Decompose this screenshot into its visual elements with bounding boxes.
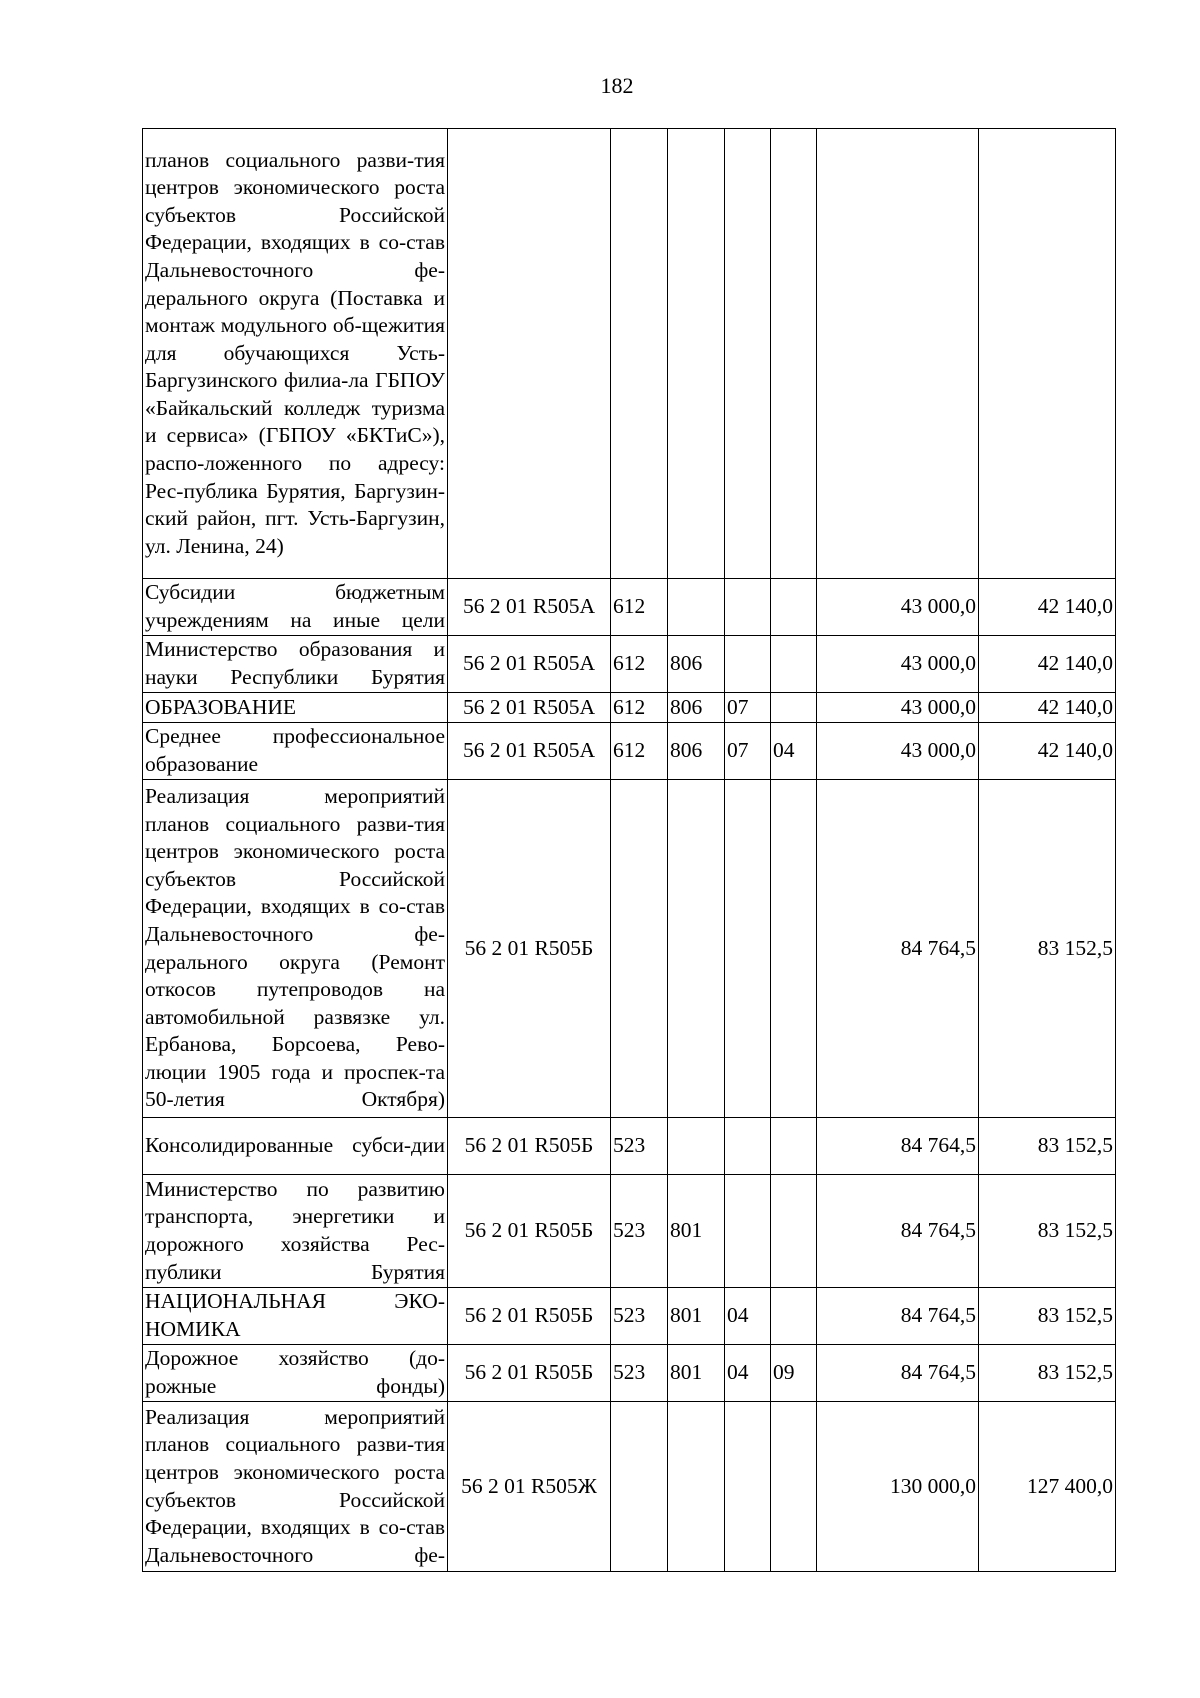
row-subsection: [771, 636, 817, 693]
row-amount-2: 83 152,5: [979, 1175, 1116, 1288]
row-amount-2: 127 400,0: [979, 1402, 1116, 1572]
row-section: [725, 1118, 771, 1175]
row-target-code: 56 2 01 R505Б: [448, 1288, 611, 1345]
row-target-code: [448, 129, 611, 579]
row-subsection: [771, 780, 817, 1118]
row-section: [725, 780, 771, 1118]
row-subsection: [771, 693, 817, 723]
row-section: [725, 1175, 771, 1288]
row-target-code: 56 2 01 R505А: [448, 723, 611, 780]
row-name: Консолидированные субси-дии: [143, 1118, 448, 1175]
row-section: 04: [725, 1345, 771, 1402]
row-name: Министерство образования и науки Республики Бурятия: [143, 636, 448, 693]
table-row: [143, 579, 1116, 636]
row-name: Субсидии бюджетным учреждениям на иные цели: [143, 579, 448, 636]
row-subsection: [771, 1402, 817, 1572]
table-row: [143, 1175, 1116, 1288]
table-row: [143, 1345, 1116, 1402]
table-row: [143, 636, 1116, 693]
row-target-code: 56 2 01 R505А: [448, 693, 611, 723]
table-row: [143, 693, 1116, 723]
row-name: НАЦИОНАЛЬНАЯ ЭКО-НОМИКА: [143, 1288, 448, 1345]
row-expense-type: 523: [611, 1118, 668, 1175]
row-amount-1: 43 000,0: [817, 636, 979, 693]
row-ministry-code: 806: [668, 723, 725, 780]
row-amount-2: 83 152,5: [979, 780, 1116, 1118]
row-subsection: [771, 129, 817, 579]
page-number: 182: [600, 73, 634, 98]
row-amount-1: 43 000,0: [817, 693, 979, 723]
row-section: 04: [725, 1288, 771, 1345]
row-expense-type: [611, 780, 668, 1118]
row-amount-1: 130 000,0: [817, 1402, 979, 1572]
row-name: Среднее профессиональное образование: [143, 723, 448, 780]
row-expense-type: 523: [611, 1288, 668, 1345]
row-ministry-code: 801: [668, 1175, 725, 1288]
row-amount-1: 43 000,0: [817, 579, 979, 636]
row-name: Реализация мероприятий планов социального разви-тия центров экономического роста субъектов Российской Федерации, входящих в со-став Дальневосточного фе-дерального округа (Ремонт откосов путепроводов на автомобильной развязке ул. Ербанова, Борсоева, Рево-люции 1905 года и проспек-та 50-летия Октября): [143, 780, 448, 1118]
row-section: [725, 579, 771, 636]
row-subsection: [771, 1175, 817, 1288]
table-row: [143, 780, 1116, 1118]
row-ministry-code: [668, 780, 725, 1118]
row-expense-type: 612: [611, 636, 668, 693]
row-expense-type: 612: [611, 723, 668, 780]
row-ministry-code: [668, 1402, 725, 1572]
table-row: [143, 1118, 1116, 1175]
row-amount-1: 84 764,5: [817, 780, 979, 1118]
row-amount-2: 42 140,0: [979, 723, 1116, 780]
row-amount-1: 84 764,5: [817, 1118, 979, 1175]
row-expense-type: [611, 129, 668, 579]
row-target-code: 56 2 01 R505А: [448, 579, 611, 636]
row-subsection: [771, 579, 817, 636]
row-subsection: 04: [771, 723, 817, 780]
row-target-code: 56 2 01 R505Ж: [448, 1402, 611, 1572]
row-target-code: 56 2 01 R505А: [448, 636, 611, 693]
table-row: [143, 1288, 1116, 1345]
row-name: планов социального разви-тия центров экономического роста субъектов Российской Федерации, входящих в со-став Дальневосточного фе-дерального округа (Поставка и монтаж модульного об-щежития для обучающихся Усть-Баргузинского филиа-ла ГБПОУ «Байкальский колледж туризма и сервиса» (ГБПОУ «БКТиС»), распо-ложенного по адресу: Рес-публика Бурятия, Баргузин-ский район, пгт. Усть-Баргузин, ул. Ленина, 24): [143, 129, 448, 579]
table-row: [143, 129, 1116, 579]
row-expense-type: 612: [611, 579, 668, 636]
row-ministry-code: 806: [668, 693, 725, 723]
row-expense-type: 523: [611, 1175, 668, 1288]
row-amount-1: [817, 129, 979, 579]
row-name: Дорожное хозяйство (до-рожные фонды): [143, 1345, 448, 1402]
row-name: Министерство по развитию транспорта, энергетики и дорожного хозяйства Рес-публики Бурятия: [143, 1175, 448, 1288]
row-target-code: 56 2 01 R505Б: [448, 1175, 611, 1288]
row-section: [725, 1402, 771, 1572]
row-ministry-code: 801: [668, 1345, 725, 1402]
row-ministry-code: 806: [668, 636, 725, 693]
table-row: [143, 723, 1116, 780]
row-section: 07: [725, 723, 771, 780]
row-amount-2: [979, 129, 1116, 579]
row-ministry-code: [668, 579, 725, 636]
row-amount-2: 42 140,0: [979, 693, 1116, 723]
row-amount-1: 84 764,5: [817, 1175, 979, 1288]
row-amount-1: 84 764,5: [817, 1288, 979, 1345]
row-expense-type: [611, 1402, 668, 1572]
row-subsection: [771, 1118, 817, 1175]
row-amount-1: 43 000,0: [817, 723, 979, 780]
row-expense-type: 523: [611, 1345, 668, 1402]
row-section: [725, 636, 771, 693]
row-target-code: 56 2 01 R505Б: [448, 1118, 611, 1175]
row-target-code: 56 2 01 R505Б: [448, 780, 611, 1118]
row-amount-2: 42 140,0: [979, 579, 1116, 636]
row-section: [725, 129, 771, 579]
row-name: Реализация мероприятий планов социального разви-тия центров экономического роста субъектов Российской Федерации, входящих в со-став Дальневосточного фе-: [143, 1402, 448, 1572]
row-expense-type: 612: [611, 693, 668, 723]
row-amount-2: 83 152,5: [979, 1345, 1116, 1402]
row-subsection: 09: [771, 1345, 817, 1402]
row-amount-2: 83 152,5: [979, 1118, 1116, 1175]
row-ministry-code: [668, 1118, 725, 1175]
row-section: 07: [725, 693, 771, 723]
table-row: [143, 1402, 1116, 1572]
row-amount-1: 84 764,5: [817, 1345, 979, 1402]
row-subsection: [771, 1288, 817, 1345]
row-target-code: 56 2 01 R505Б: [448, 1345, 611, 1402]
row-amount-2: 83 152,5: [979, 1288, 1116, 1345]
row-ministry-code: [668, 129, 725, 579]
budget-table: [142, 128, 1116, 1572]
row-ministry-code: 801: [668, 1288, 725, 1345]
row-amount-2: 42 140,0: [979, 636, 1116, 693]
row-name: ОБРАЗОВАНИЕ: [143, 693, 448, 723]
